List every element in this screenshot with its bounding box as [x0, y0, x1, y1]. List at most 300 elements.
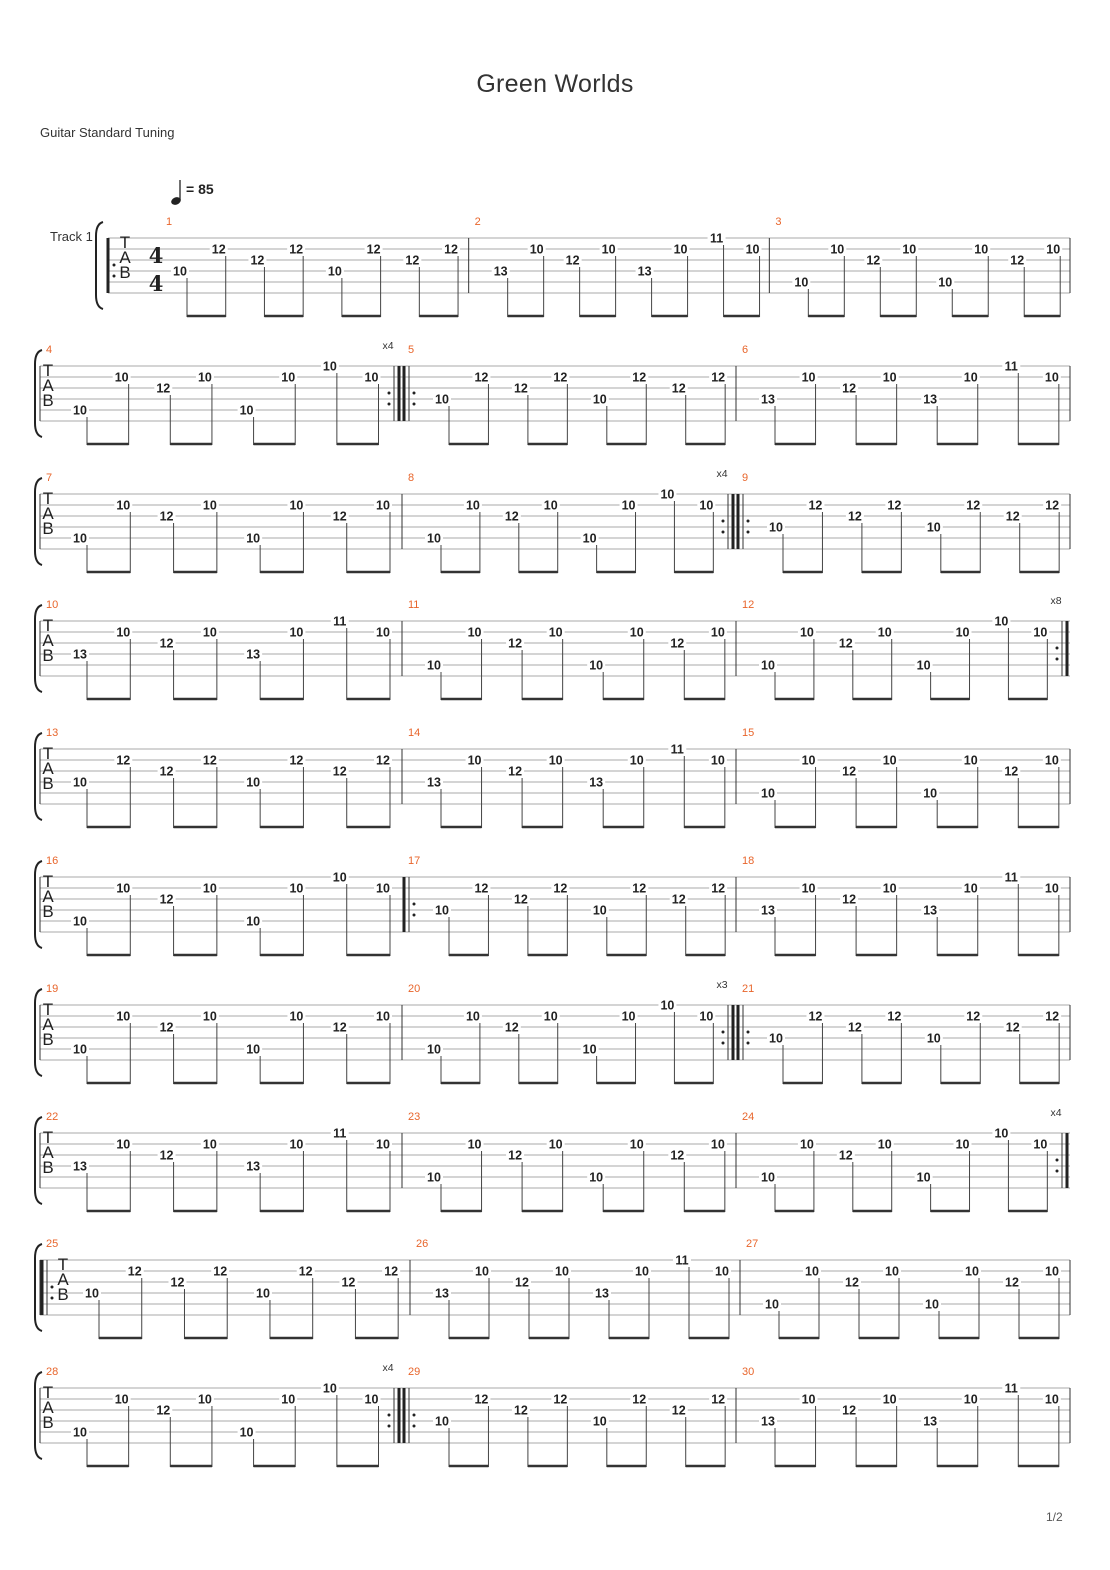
fret-number: 10 [116, 1137, 131, 1152]
tab-system [0, 1358, 1110, 1468]
fret-number: 10 [801, 881, 816, 896]
fret-number: 10 [621, 1009, 636, 1024]
fret-number: 12 [671, 1403, 686, 1418]
fret-number: 12 [1045, 498, 1060, 513]
tab-clef-letter: A [119, 248, 131, 267]
tempo-marking [168, 178, 248, 208]
repeat-dot [722, 531, 725, 534]
fret-number: 10 [289, 1137, 304, 1152]
repeat-dot [747, 531, 750, 534]
fret-number: 10 [543, 1009, 558, 1024]
fret-number: 10 [73, 775, 87, 790]
repeat-dot [1056, 647, 1059, 650]
fret-number: 12 [842, 381, 857, 396]
tab-staff [0, 1358, 1110, 1468]
tab-clef-letter: A [42, 1143, 54, 1162]
fret-number: 10 [73, 1042, 87, 1057]
fret-number: 10 [256, 1286, 270, 1301]
fret-number: 12 [565, 253, 580, 268]
fret-number: 10 [955, 1137, 970, 1152]
repeat-dot [51, 1297, 54, 1300]
tab-clef-letter: T [42, 489, 54, 508]
tab-staff [0, 719, 1110, 829]
repeat-dot [388, 392, 391, 395]
fret-number: 10 [882, 753, 897, 768]
fret-number: 10 [963, 753, 978, 768]
fret-number: 13 [73, 647, 87, 662]
fret-number: 13 [427, 775, 441, 790]
fret-number: 12 [711, 370, 726, 385]
fret-number: 12 [966, 1009, 981, 1024]
fret-number: 12 [250, 253, 265, 268]
tab-clef-letter: A [42, 504, 54, 523]
measure-number: 27 [746, 1238, 759, 1250]
fret-number: 12 [508, 764, 523, 779]
fret-number: 10 [629, 753, 644, 768]
measure-number: 17 [408, 855, 421, 867]
repeat-dot [1056, 1159, 1059, 1162]
measure-number: 19 [46, 983, 59, 995]
fret-number: 13 [589, 775, 604, 790]
fret-number: 12 [1005, 1020, 1020, 1035]
fret-number: 10 [548, 1137, 563, 1152]
fret-number: 10 [289, 881, 304, 896]
fret-number: 12 [504, 1020, 519, 1035]
fret-number: 10 [114, 370, 129, 385]
fret-number: 10 [660, 487, 675, 502]
tab-clef-letter: T [42, 872, 54, 891]
fret-number: 12 [332, 764, 347, 779]
tab-clef-letter: T [42, 1000, 54, 1019]
fret-number: 12 [670, 636, 685, 651]
measure-number: 26 [416, 1238, 429, 1250]
fret-number: 10 [761, 786, 775, 801]
staff-brace [35, 861, 42, 948]
fret-number: 10 [173, 264, 187, 279]
tab-staff [0, 1103, 1110, 1213]
fret-number: 10 [116, 498, 131, 513]
measure-number: 7 [46, 472, 53, 484]
fret-number: 12 [632, 370, 647, 385]
fret-number: 12 [1004, 764, 1019, 779]
measure-number: 12 [742, 599, 755, 611]
repeat-dot [113, 264, 116, 267]
fret-number: 10 [322, 1381, 337, 1396]
fret-number: 10 [239, 403, 254, 418]
fret-number: 10 [467, 625, 482, 640]
fret-number: 12 [474, 370, 489, 385]
measure-number: 10 [46, 599, 59, 611]
fret-number: 10 [467, 753, 482, 768]
fret-number: 12 [670, 1148, 685, 1163]
fret-number: 10 [73, 403, 87, 418]
staff-brace [96, 222, 103, 309]
fret-number: 12 [842, 892, 857, 907]
fret-number: 12 [513, 381, 528, 396]
fret-number: 12 [632, 1392, 647, 1407]
fret-number: 10 [467, 1137, 482, 1152]
fret-number: 12 [156, 1403, 171, 1418]
fret-number: 12 [671, 892, 686, 907]
tab-clef-letter: A [57, 1270, 69, 1289]
fret-number: 12 [845, 1275, 859, 1290]
fret-number: 12 [366, 242, 381, 257]
fret-number: 12 [474, 1392, 489, 1407]
fret-number: 10 [475, 1264, 489, 1279]
fret-number: 10 [289, 625, 304, 640]
fret-number: 10 [555, 1264, 569, 1279]
fret-number: 12 [842, 1403, 857, 1418]
measure-number: 8 [408, 472, 415, 484]
tab-staff [0, 464, 1110, 574]
fret-number: 10 [955, 625, 970, 640]
fret-number: 12 [405, 253, 420, 268]
tab-clef-letter: T [42, 744, 54, 763]
fret-number: 12 [838, 1148, 853, 1163]
tab-clef-letter: A [42, 759, 54, 778]
fret-number: 12 [1010, 253, 1025, 268]
fret-number: 10 [322, 359, 337, 374]
fret-number: 10 [73, 531, 87, 546]
fret-number: 10 [376, 1009, 390, 1024]
fret-number: 12 [711, 1392, 726, 1407]
fret-number: 10 [116, 1009, 131, 1024]
fret-number: 10 [629, 625, 644, 640]
tab-clef-letter: T [42, 361, 54, 380]
fret-number: 12 [213, 1264, 228, 1279]
repeat-dot [722, 1031, 725, 1034]
measure-number: 13 [46, 727, 59, 739]
fret-number: 12 [159, 1020, 174, 1035]
fret-number: 10 [699, 1009, 714, 1024]
measure-number: 9 [742, 472, 749, 484]
tab-clef-letter: A [42, 631, 54, 650]
fret-number: 10 [965, 1264, 979, 1279]
fret-number: 12 [444, 242, 459, 257]
fret-number: 10 [116, 625, 131, 640]
tab-clef-letter: B [119, 263, 131, 282]
repeat-dot [413, 392, 416, 395]
fret-number: 10 [246, 914, 261, 929]
tab-clef-letter: A [42, 376, 54, 395]
fret-number: 12 [289, 753, 304, 768]
fret-number: 10 [202, 625, 217, 640]
time-signature-bottom: 4 [148, 271, 164, 296]
tab-clef-letter: T [57, 1255, 69, 1274]
fret-number: 12 [513, 892, 528, 907]
tab-clef-letter: B [42, 1413, 54, 1432]
repeat-dot [413, 1414, 416, 1417]
repeat-dot [747, 1031, 750, 1034]
fret-number: 13 [73, 1159, 87, 1174]
fret-number: 10 [327, 264, 342, 279]
measure-number: 2 [474, 216, 481, 228]
measure-number: 4 [46, 344, 53, 356]
fret-number: 12 [711, 881, 726, 896]
measure-number: 22 [46, 1111, 59, 1123]
fret-number: 10 [1045, 1264, 1059, 1279]
fret-number: 11 [333, 614, 347, 629]
fret-number: 10 [589, 658, 604, 673]
fret-number: 10 [761, 658, 775, 673]
tab-clef-letter: B [42, 391, 54, 410]
fret-number: 10 [376, 498, 390, 513]
fret-number: 12 [474, 881, 489, 896]
fret-number: 12 [116, 753, 131, 768]
tab-clef-letter: B [42, 774, 54, 793]
fret-number: 10 [202, 1137, 217, 1152]
repeat-dot [413, 403, 416, 406]
fret-number: 12 [1005, 509, 1020, 524]
fret-number: 12 [170, 1275, 185, 1290]
fret-number: 13 [923, 903, 938, 918]
fret-number: 10 [882, 370, 897, 385]
measure-number: 23 [408, 1111, 421, 1123]
fret-number: 10 [710, 753, 725, 768]
repeat-count: x8 [1050, 595, 1062, 607]
tab-staff [0, 1230, 1110, 1340]
fret-number: 10 [769, 520, 783, 535]
repeat-dot [413, 914, 416, 917]
fret-number: 12 [332, 509, 347, 524]
repeat-dot [1056, 1170, 1059, 1173]
fret-number: 10 [916, 658, 931, 673]
fret-number: 12 [384, 1264, 399, 1279]
fret-number: 10 [332, 870, 347, 885]
fret-number: 12 [504, 509, 519, 524]
fret-number: 12 [159, 636, 174, 651]
tab-clef-letter: T [42, 616, 54, 635]
measure-number: 1 [166, 216, 173, 228]
tab-clef-letter: A [42, 887, 54, 906]
fret-number: 10 [635, 1264, 649, 1279]
fret-number: 10 [197, 370, 212, 385]
tab-clef-letter: B [57, 1285, 69, 1304]
fret-number: 13 [493, 264, 508, 279]
measure-number: 28 [46, 1366, 59, 1378]
fret-number: 12 [508, 636, 523, 651]
fret-number: 10 [589, 1170, 604, 1185]
fret-number: 12 [847, 1020, 862, 1035]
fret-number: 10 [1033, 1137, 1048, 1152]
fret-number: 11 [675, 1253, 689, 1268]
tab-system [0, 208, 1110, 318]
fret-number: 10 [938, 275, 953, 290]
fret-number: 10 [364, 1392, 379, 1407]
fret-number: 11 [1004, 1381, 1018, 1396]
fret-number: 10 [435, 392, 449, 407]
repeat-dot [388, 403, 391, 406]
fret-number: 12 [159, 1148, 174, 1163]
fret-number: 12 [632, 881, 647, 896]
fret-number: 12 [887, 498, 902, 513]
repeat-dot [113, 275, 116, 278]
fret-number: 10 [1044, 1392, 1059, 1407]
fret-number: 10 [963, 881, 978, 896]
fret-number: 10 [830, 242, 845, 257]
fret-number: 12 [866, 253, 881, 268]
measure-number: 21 [742, 983, 755, 995]
fret-number: 10 [246, 1042, 261, 1057]
fret-number: 10 [799, 625, 814, 640]
fret-number: 13 [761, 903, 775, 918]
fret-number: 12 [513, 1403, 528, 1418]
fret-number: 10 [765, 1297, 779, 1312]
fret-number: 10 [202, 498, 217, 513]
fret-number: 10 [465, 498, 480, 513]
fret-number: 12 [159, 764, 174, 779]
fret-number: 10 [794, 275, 809, 290]
fret-number: 10 [673, 242, 688, 257]
fret-number: 10 [963, 370, 978, 385]
page-number: 1/2 [1046, 1510, 1063, 1524]
fret-number: 10 [923, 786, 938, 801]
fret-number: 10 [1044, 881, 1059, 896]
fret-number: 10 [592, 1414, 607, 1429]
fret-number: 10 [548, 625, 563, 640]
fret-number: 10 [882, 1392, 897, 1407]
fret-number: 10 [761, 1170, 775, 1185]
measure-number: 20 [408, 983, 421, 995]
tab-clef-letter: B [42, 1030, 54, 1049]
fret-number: 10 [85, 1286, 99, 1301]
staff-brace [35, 1372, 42, 1459]
tab-clef-letter: A [42, 1398, 54, 1417]
repeat-dot [388, 1425, 391, 1428]
fret-number: 12 [289, 242, 304, 257]
measure-number: 29 [408, 1366, 421, 1378]
fret-number: 10 [1033, 625, 1048, 640]
fret-number: 10 [601, 242, 616, 257]
repeat-dot [413, 903, 416, 906]
repeat-dot [722, 1042, 725, 1045]
measure-number: 14 [408, 727, 421, 739]
measure-number: 16 [46, 855, 59, 867]
fret-number: 10 [246, 531, 261, 546]
fret-number: 10 [427, 658, 441, 673]
fret-number: 12 [1005, 1275, 1019, 1290]
fret-number: 12 [211, 242, 226, 257]
fret-number: 11 [709, 231, 724, 246]
fret-number: 10 [629, 1137, 644, 1152]
tab-clef-letter: B [42, 1158, 54, 1177]
fret-number: 10 [660, 998, 675, 1013]
fret-number: 10 [197, 1392, 212, 1407]
fret-number: 10 [715, 1264, 729, 1279]
fret-number: 12 [127, 1264, 142, 1279]
tab-staff [0, 208, 1110, 318]
repeat-dot [722, 520, 725, 523]
measure-number: 11 [408, 599, 420, 611]
fret-number: 12 [808, 1009, 823, 1024]
fret-number: 13 [637, 264, 652, 279]
fret-number: 12 [159, 509, 174, 524]
fret-number: 13 [923, 1414, 938, 1429]
measure-number: 25 [46, 1238, 59, 1250]
tab-system [0, 336, 1110, 446]
fret-number: 10 [592, 392, 607, 407]
fret-number: 12 [847, 509, 862, 524]
fret-number: 13 [246, 1159, 261, 1174]
fret-number: 10 [877, 1137, 892, 1152]
repeat-dot [51, 1286, 54, 1289]
tab-system [0, 975, 1110, 1085]
fret-number: 10 [801, 753, 816, 768]
quarter-note-icon [168, 178, 188, 208]
fret-number: 11 [1004, 870, 1018, 885]
fret-number: 12 [156, 381, 171, 396]
measure-number: 24 [742, 1111, 755, 1123]
track-name: Track 1 [50, 229, 93, 244]
tab-system [0, 591, 1110, 701]
fret-number: 10 [974, 242, 989, 257]
fret-number: 10 [877, 625, 892, 640]
fret-number: 10 [745, 242, 760, 257]
measure-number: 6 [742, 344, 749, 356]
fret-number: 13 [435, 1286, 449, 1301]
repeat-dot [413, 1425, 416, 1428]
fret-number: 10 [592, 903, 607, 918]
tab-clef-letter: B [42, 902, 54, 921]
fret-number: 10 [289, 1009, 304, 1024]
measure-number: 15 [742, 727, 755, 739]
fret-number: 12 [341, 1275, 356, 1290]
fret-number: 12 [159, 892, 174, 907]
fret-number: 13 [595, 1286, 609, 1301]
tab-staff [0, 336, 1110, 446]
fret-number: 12 [838, 636, 853, 651]
fret-number: 12 [842, 764, 857, 779]
fret-number: 10 [582, 531, 597, 546]
fret-number: 10 [435, 1414, 449, 1429]
tab-staff [0, 975, 1110, 1085]
staff-brace [35, 605, 42, 692]
repeat-count: x4 [1050, 1107, 1062, 1119]
fret-number: 10 [376, 1137, 390, 1152]
repeat-count: x4 [382, 1362, 394, 1374]
measure-number: 3 [775, 216, 782, 228]
fret-number: 10 [548, 753, 563, 768]
fret-number: 10 [1044, 753, 1059, 768]
fret-number: 12 [1045, 1009, 1060, 1024]
fret-number: 10 [114, 1392, 129, 1407]
fret-number: 12 [332, 1020, 347, 1035]
repeat-count: x4 [716, 468, 728, 480]
fret-number: 10 [710, 625, 725, 640]
fret-number: 10 [926, 1031, 941, 1046]
fret-number: 10 [926, 520, 941, 535]
fret-number: 12 [966, 498, 981, 513]
fret-number: 12 [671, 381, 686, 396]
staff-brace [35, 989, 42, 1076]
fret-number: 10 [376, 625, 390, 640]
fret-number: 10 [799, 1137, 814, 1152]
fret-number: 10 [882, 881, 897, 896]
fret-number: 12 [508, 1148, 523, 1163]
fret-number: 10 [376, 881, 390, 896]
tab-clef-letter: A [42, 1015, 54, 1034]
staff-brace [35, 733, 42, 820]
repeat-count: x3 [716, 979, 728, 991]
fret-number: 10 [801, 370, 816, 385]
fret-number: 12 [202, 753, 217, 768]
fret-number: 10 [246, 775, 261, 790]
fret-number: 12 [808, 498, 823, 513]
fret-number: 10 [281, 1392, 296, 1407]
staff-brace [35, 478, 42, 565]
fret-number: 12 [515, 1275, 529, 1290]
fret-number: 10 [435, 903, 449, 918]
